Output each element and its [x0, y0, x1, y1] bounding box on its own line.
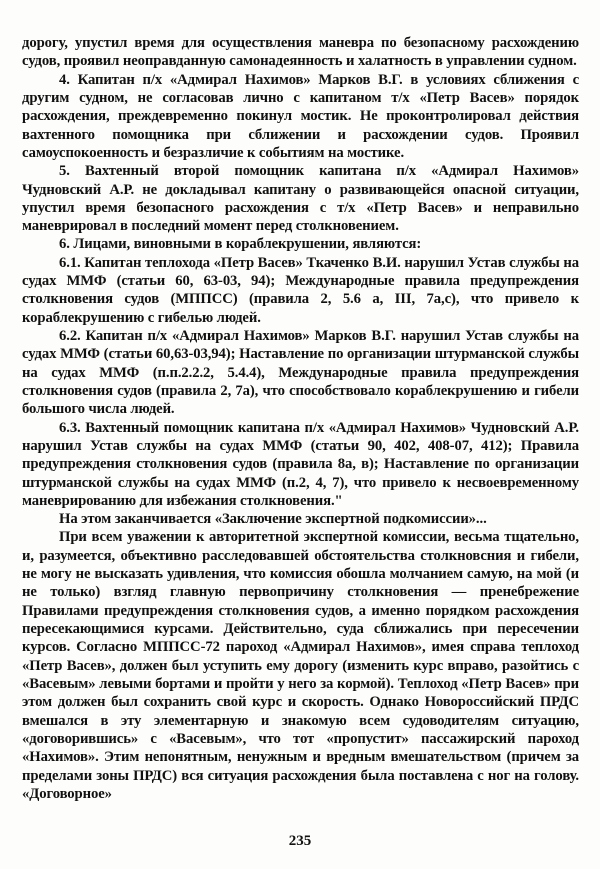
paragraph-conclusion-end: На этом заканчивается «Заключение экспертной подкомиссии»...	[59, 511, 487, 528]
paragraph-item-5: 5. Вахтенный второй помощник капитана п/х «Адмирал Нахимов» Чудновский А.Р. не докладывал капитану о развивающейся опасной ситуации, упустил время безопасного расхождения с т/х «Петр Васев» и неправильно маневрировал в последний момент перед столкновением.	[22, 163, 579, 235]
paragraph-continuation: дорогу, упустил время для осуществления маневра по безопасному расхождению судов, проявил неоправданную самонадеянность и халатность в управлении судном.	[22, 35, 579, 70]
page-number: 235	[288, 833, 312, 849]
paragraph-author-commentary: При всем уважении к авторитетной экспертной комиссии, весьма тщательно, и, разумеется, объективно расследовавшей обстоятельства столкновсния и гибели, не могу не высказать удивления, что комиссия обошла молчанием самую, на мой (и не только) взгляд главную первопричину столкновения — пренебрежение Правилами предупреждения столкновения судов, а именно порядком расхождения пересекающимися курсами. Действительно, суда сближались при пересечении курсов. Согласно МППСС-72 пароход «Адмирал Нахимов», имея справа теплоход «Петр Васев», должен был уступить ему дорогу (изменить курс вправо, разойтись с «Васевым» левыми бортами и пройти у него за кормой). Теплоход «Петр Васев» при этом должен был сохранить свой курс и скорость. Однако Новороссийский ПРДС вмешался в эту элементарную и знакомую всем судоводителям ситуацию, «договорившись» с «Васевым», что тот «пропустит» пассажирский пароход «Нахимов». Этим непонятным, ненужным и вредным вмешательством (причем за пределами зоны ПРДС) вся ситуация расхождения была поставлена с ног на голову. «Договорное»	[22, 529, 579, 802]
paragraph-item-4: 4. Капитан п/х «Адмирал Нахимов» Марков В.Г. в условиях сближения с другим судном, не согласовав лично с капитаном т/х «Петр Васев» порядок расхождения, преждевременно покинул мостик. Не проконтролировал действия вахтенного помощника при сближении и расхождении судов. Проявил самоуспокоенность и безразличие к событиям на мостике.	[22, 71, 579, 161]
paragraph-item-6-2: 6.2. Капитан п/х «Адмирал Нахимов» Марков В.Г. нарушил Устав службы на судах ММФ (статьи 60,63-03,94); Наставление по организации штурманской службы на судах ММФ (п.п.2.2.2, 5.4.4), Международные правила предупреждения столкновения судов (правила 2, 7а), что способствовало кораблекрушению и гибели большого числа людей.	[22, 328, 579, 418]
paragraph-item-6-1: 6.1. Капитан теплохода «Петр Васев» Ткаченко В.И. нарушил Устав службы на судах ММФ (статьи 60, 63-03, 94); Международные правила предупреждения столкновения судов (МППСС) (правила 2, 5.6 а, III, 7а,с), что привело к кораблекрушению с гибелью людей.	[22, 254, 579, 326]
paragraph-item-6: 6. Лицами, виновными в кораблекрушении, являются:	[59, 236, 422, 253]
paragraph-item-6-3: 6.3. Вахтенный помощник капитана п/х «Адмирал Нахимов» Чудновский А.Р. нарушил Устав службы на судах ММФ (статьи 90, 402, 408-07, 412); Правила предупреждения столкновения судов (правила 8а, в); Наставление по организации штурманской службы на судах ММФ (п.2, 4, 7), что привело к несвоевременному маневрированию для избежания столкновения."	[22, 419, 579, 509]
page-body-text	[22, 34, 579, 803]
